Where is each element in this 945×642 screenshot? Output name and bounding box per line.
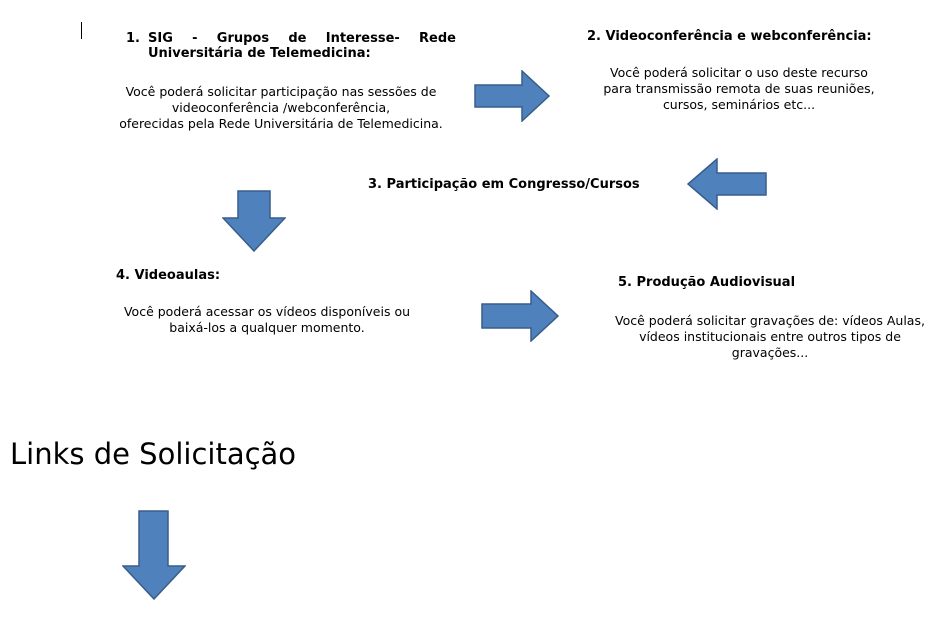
- text-cursor: [81, 22, 82, 39]
- item-2-description-line: para transmissão remota de suas reuniões,: [603, 81, 875, 96]
- item-2-title: 2. Videoconferência e webconferência:: [587, 29, 872, 44]
- item-1-title-line-2: Universitária de Telemedicina:: [148, 46, 371, 61]
- arrow-down-icon: [222, 190, 286, 252]
- item-2-description-line: cursos, seminários etc...: [662, 97, 816, 112]
- item-5-description-line: gravações...: [731, 345, 809, 360]
- item-4-description-line: baixá-los a qualquer momento.: [169, 320, 365, 335]
- item-1-title-line-1: SIG - Grupos de Interesse- Rede: [148, 31, 456, 46]
- item-2-description-line: Você poderá solicitar o uso deste recurso: [610, 65, 868, 80]
- arrow-right-icon: [474, 70, 550, 122]
- item-1-description-line: videoconferência /webconferência,: [171, 100, 391, 115]
- arrow-left-icon: [687, 158, 767, 210]
- item-4-title: 4. Videoaulas:: [116, 268, 221, 283]
- item-1-title: [126, 31, 456, 61]
- item-1-description-line: oferecidas pela Rede Universitária de Telemedicina.: [119, 116, 443, 131]
- item-2-description: [580, 65, 898, 113]
- item-4-description: [104, 304, 430, 336]
- item-5-description: [600, 313, 940, 361]
- arrow-right-icon: [481, 290, 559, 342]
- arrow-down-icon: [122, 510, 186, 600]
- item-1-description-line: Você poderá solicitar participação nas sessões de: [125, 84, 437, 99]
- item-4-description-line: Você poderá acessar os vídeos disponíveis ou: [123, 304, 411, 319]
- item-5-description-line: vídeos institucionais entre outros tipos de: [639, 329, 901, 344]
- item-1-description: [100, 84, 462, 132]
- links-title: Links de Solicitação: [10, 437, 297, 471]
- item-5-title: 5. Produção Audiovisual: [618, 275, 796, 290]
- item-3-title: 3. Participação em Congresso/Cursos: [368, 177, 640, 192]
- item-1-number: 1.: [126, 31, 140, 46]
- item-5-description-line: Você poderá solicitar gravações de: vídeos Aulas,: [615, 313, 925, 328]
